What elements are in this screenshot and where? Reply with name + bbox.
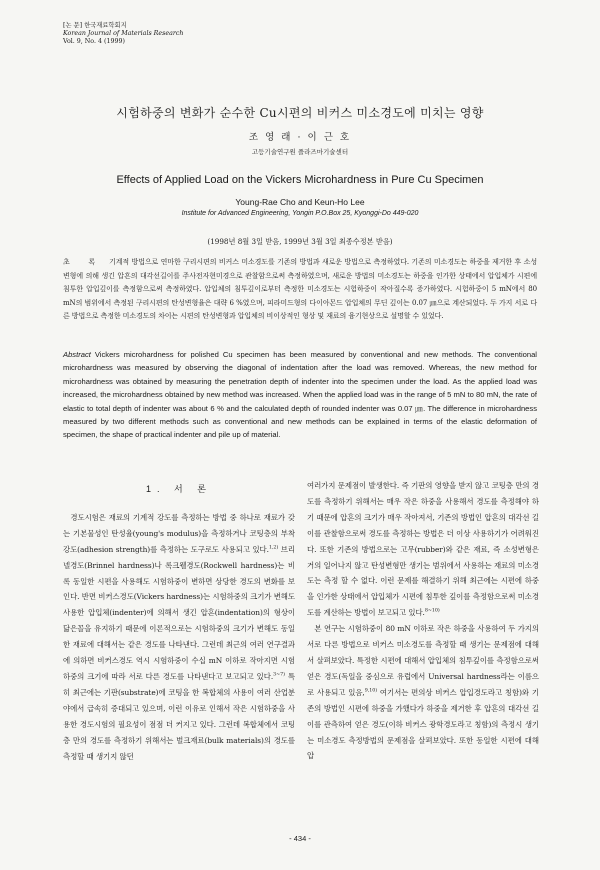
abstract-english (63, 348, 537, 442)
paper-title-english: Effects of Applied Load on the Vickers Microhardness in Pure Cu Specimen (116, 174, 484, 186)
intro-paragraph-1 (63, 510, 295, 765)
intro-text-2a: 본 연구는 시험하중이 80 mN 이하로 작은 하중을 사용하여 두 가지의 서로 다른 방법으로 비커스 미소경도를 측정할 때 생기는 문제점에 대해서 살펴보았다. 특정한 시편에 대해서 압입체의 침투깊이를 측정함으로써 얻은 경도(독일을 중심으로 유럽에서 Universal hardness라는 이름으로 사용되고 있음, (307, 624, 539, 697)
citation-3: 8~10) (424, 608, 440, 614)
intro-text-1d: 여러가지 문제점이 발생한다. 즉 기판의 영향을 받지 않고 코팅층 만의 경도를 측정하기 위해서는 매우 작은 하중을 사용해서 경도를 측정해야 하기 때문에 압흔의 크기가 매우 작아져서, 기존의 방법인 압흔의 대각선 길이를 관찰함으로써 경도를 측정하는 방법은 더 이상 사용하기가 어려워진다. 또한 기존의 방법으로는 고무(rubber)와 같은 재료, 즉 소성변형은 거의 일어나지 않고 탄성변형만 생기는 범위에서 사용하는 재료의 미소경도는 측정 할 수 없다. 이런 문제를 해결하기 위해 최근에는 시편에 하중을 인가한 상태에서 압입체가 시편에 침투한 깊이를 측정함으로써 미소경도를 계산하는 방법이 보고되고 있다. (307, 481, 539, 618)
authors-korean: 조 영 래 · 이 근 호 (248, 132, 352, 143)
abstract-english-text: Vickers microhardness for polished Cu specimen has been measured by conventional and new methods. The conventional microhardness was measured by observing the diagonal of indentation after the load was removed. Whereas, the new method for microhardness was obtained by measuring the penetration depth of indenter into the specimen under the load. As the applied load was increased, the microhardness obtained by new method was increased. When the applied load was in the range of 5 mN to 80 mN, the rate of elastic to total depth of indenter was about 6 % and the calculated depth of rounded indenter was 0.07 ㎛. The difference in microhardness measured by two different methods such as conventional and new methods can be explained in terms of the elastic deformation of specimen, the shape of practical indenter and pile up of material. (63, 350, 537, 440)
affiliation-korean: 고등기술연구원 플라즈마기술센터 (251, 148, 349, 156)
intro-text-1b: 브리넬경도(Brinnel hardness)나 록크웰경도(Rockwell hardness)는 비록 동일한 시편을 사용해도 시험하중이 변하면 상당한 경도의 변화를 보인다. 반면 비커스경도(Vickers hardness)는 시험하중의 크기가 변해도 사용한 압입체(indenter)에 의해서 생긴 압흔(indentation)의 형상이 닮은꼴을 유지하기 때문에 이론적으로는 시험하중의 크기가 변해도 동일한 재료에 대해서는 같은 경도를 나타낸다. 그런데 최근의 여러 연구결과에 의하면 비커스경도 역시 시험하중이 수십 mN 이하로 작아지면 시험하중의 크기에 따라 서로 다른 경도를 나타낸다고 보고되고 있다. (63, 544, 295, 681)
affiliation-english: Institute for Advanced Engineering, Yongin P.O.Box 25, Kyonggi-Do 449-020 (181, 210, 419, 217)
abstract-korean (63, 256, 537, 324)
journal-tag: [논 문] 한국재료학회지 (63, 22, 127, 29)
citation-1: 1,2) (268, 545, 279, 551)
intro-text-1c: 특히 최근에는 기판(substrate)에 코팅을 한 복합체의 사용이 여러 산업분야에서 급속히 증대되고 있으며, 이런 이유로 인해서 작은 시험하중을 사용한 경도시험의 필요성이 점점 더 커지고 있다. 그런데 복합체에서 코팅층 만의 경도를 측정하기 위해서는 벌크재료(bulk materials)의 경도를 측정할 때 생기지 않던 (63, 671, 295, 761)
intro-text-2b: 여기서는 편의상 비커스 압입경도라고 칭함)와 기존의 방법인 시편에 하중을 가했다가 하중을 제거한 후 압흔의 대각선 길이를 관측하여 얻은 경도(이하 비커스 광학경도라고 칭함)의 측정시 생기는 미소경도 측정방법의 문제점을 살펴보았다. 또한 동일한 시편에 대해 압 (307, 687, 540, 761)
journal-volume: Vol. 9, No. 4 (1999) (63, 38, 125, 46)
authors-english: Young-Rae Cho and Keun-Ho Lee (235, 197, 365, 207)
section-heading-introduction: 1. 서 론 (146, 484, 212, 494)
received-dates: (1998년 8월 3일 받음, 1999년 3월 3일 최종수정본 받음) (207, 237, 393, 246)
body-column-right (307, 478, 539, 764)
abstract-korean-label: 초 록 (63, 258, 104, 266)
abstract-korean-text: 기계적 방법으로 연마한 구리시편의 비커스 미소경도를 기존의 방법과 새로운 방법으로 측정하였다. 기존의 미소경도는 하중을 제거한 후 소성변형에 의해 생긴 압흔의 대각선길이를 주사전자현미경으로 관찰함으로써 측정하였으며, 새로운 방법의 미소경도는 하중을 인가한 상태에서 압입체가 시편에 침투한 압입깊이를 측정함으로써 측정하였다. 압입체의 침투깊이로부터 측정한 미소경도는 시험하중이 작아질수록 증가하였다. 시험하중이 5 mN에서 80 mN의 범위에서 측정된 구리시편의 탄성변형율은 대략 6 %였으며, 피라미드형의 다이아몬드 압입체의 무딘 깊이는 0.07 ㎛으로 계산되었다. 두 가지 서로 다른 방법으로 측정한 미소경도의 차이는 시편의 탄성변형과 압입체의 비이상적인 형상 및 재료의 융기현상으로 설명할 수 있었다. (63, 258, 537, 321)
journal-header (63, 22, 283, 47)
intro-paragraph-2 (307, 621, 539, 764)
intro-text-1a: 경도시험은 재료의 기계적 강도를 측정하는 방법 중 하나로 재료가 갖는 기본물성인 탄성율(young's modulus)을 측정하거나 코팅층의 부착강도(adhesion strength)를 측정하는 도구로도 사용되고 있다. (63, 512, 295, 554)
citation-4: 9,10) (364, 688, 378, 694)
body-column-left (63, 478, 295, 764)
intro-paragraph-1-cont (307, 478, 539, 621)
abstract-english-label: Abstract (63, 350, 91, 359)
page-number: - 434 - (289, 834, 311, 843)
journal-name-en: Korean Journal of Materials Research (63, 30, 184, 38)
citation-2: 3~7) (273, 672, 285, 678)
paper-title-korean: 시험하중의 변화가 순수한 Cu시편의 비커스 미소경도에 미치는 영향 (116, 106, 484, 120)
